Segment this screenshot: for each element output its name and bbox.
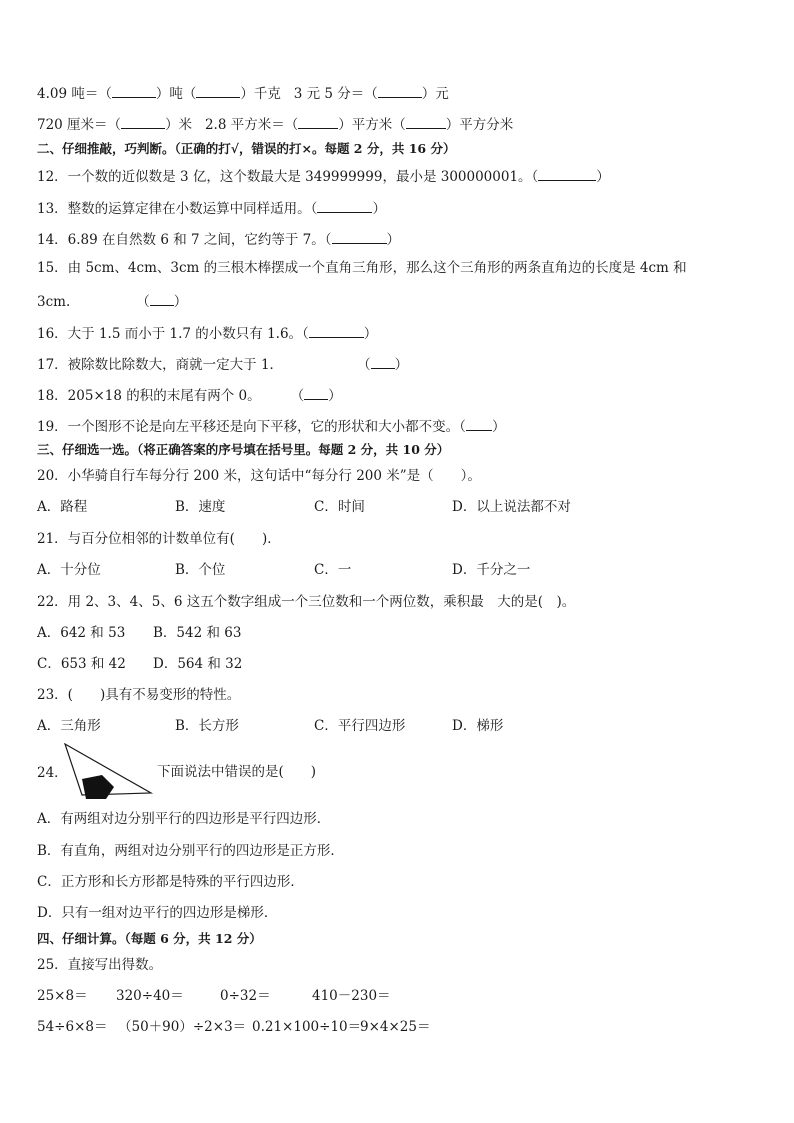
question-text: 14．6.89 在自然数 6 和 7 之间，它约等于 7。（ [37,232,332,248]
question-18 [37,387,342,404]
calc-item: 9×4×25＝ [360,1019,431,1035]
bracket: （ [357,357,371,373]
conv-text: ）千克 [240,86,281,102]
triangle-figure [62,743,154,807]
question-25: 25．直接写出得数。 [37,957,163,973]
answer-blank[interactable] [112,85,156,98]
calc-item: 54÷6×8＝ [37,1019,108,1035]
conv-text: ）平方米（ [338,117,406,133]
section-4-title: 四、仔细计算。（每题 6 分，共 12 分） [37,931,262,946]
answer-blank[interactable] [538,168,596,181]
bracket: ） [173,294,188,310]
option-d[interactable]: D．564 和 32 [153,656,243,672]
calc-item: （50＋90）÷2×3＝ [118,1019,247,1035]
question-text: 13．整数的运算定律在小数运算中同样适用。（ [37,201,318,217]
question-14 [37,231,400,248]
bracket: ） [328,388,342,404]
answer-blank[interactable] [332,231,387,244]
option-b[interactable]: B．542 和 63 [153,625,242,641]
question-text: 12．一个数的近似数是 3 亿，这个数最大是 349999999，最小是 300000001。（ [37,169,539,185]
question-text: 17．被除数比除数大，商就一定大于 1． [37,357,284,373]
section-3-title: 三、仔细选一选。（将正确答案的序号填在括号里。每题 2 分，共 10 分） [37,442,450,457]
question-22: 22．用 2、3、4、5、6 这五个数字组成一个三位数和一个两位数，乘积最 大的是( )。 [37,594,576,610]
option-a[interactable]: A．三角形 [37,718,101,734]
calc-item: 320÷40＝ [116,988,184,1004]
conversion-line-1 [37,85,449,102]
option-d[interactable]: D．以上说法都不对 [452,499,571,515]
conv-text: ）元 [421,86,449,102]
question-24-text: 下面说法中错误的是( ) [157,764,317,780]
calc-item: 0.21×100÷10＝ [252,1019,362,1035]
question-17 [37,356,408,373]
conv-text: 4.09 吨＝（ [37,86,112,102]
conversion-line-2 [37,116,513,133]
question-text: 19．一个图形不论是向左平移还是向下平移，它的形状和大小都不变。（ [37,419,466,435]
calc-item: 410－230＝ [312,988,391,1004]
question-19 [37,418,505,435]
conv-text: 720 厘米＝（ [37,117,122,133]
calc-item: 0÷32＝ [220,988,271,1004]
option-d[interactable]: D．只有一组对边平行的四边形是梯形． [37,905,278,921]
conv-text: 3 元 5 分＝（ [293,86,378,102]
bracket: ） [363,326,378,342]
question-text: 16．大于 1.5 而小于 1.7 的小数只有 1.6。（ [37,326,309,342]
triangle-with-black-shape-icon [62,743,154,803]
option-c[interactable]: C．正方形和长方形都是特殊的平行四边形． [37,874,304,890]
conv-text: 2.8 平方米＝（ [204,117,299,133]
question-16 [37,325,377,342]
bracket: ） [372,201,386,217]
option-a[interactable]: A．十分位 [37,562,101,578]
option-b[interactable]: B．有直角，两组对边分别平行的四边形是正方形． [37,843,344,859]
option-b[interactable]: B．速度 [175,499,226,515]
option-a[interactable]: A．642 和 53 [37,625,126,641]
bracket: ） [491,419,506,435]
question-text: 3cm. [37,294,71,310]
option-a[interactable]: A．路程 [37,499,88,515]
question-21: 21．与百分位相邻的计数单位有( )． [37,531,281,547]
question-20: 20．小华骑自行车每分行 200 米，这句话中“每分行 200 米”是（ ）。 [37,468,481,484]
bracket: ） [386,232,401,248]
answer-blank[interactable] [317,200,372,213]
answer-blank[interactable] [298,116,338,129]
option-c[interactable]: C．时间 [314,499,365,515]
question-12 [37,168,610,185]
conv-text: ）米 [165,117,193,133]
calc-item: 25×8＝ [37,988,88,1004]
question-23: 23．( )具有不易变形的特性。 [37,687,241,703]
answer-blank[interactable] [304,387,328,400]
option-c[interactable]: C．一 [314,562,352,578]
conv-text: ）吨（ [155,86,197,102]
question-text: 18．205×18 的积的末尾有两个 0。 [37,388,261,404]
question-15-line-1: 15．由 5cm、4cm、3cm 的三根木棒摆成一个直角三角形，那么这个三角形的两条直角边的长度是 4cm 和 [37,260,687,276]
answer-blank[interactable] [371,356,395,369]
option-c[interactable]: C．653 和 42 [37,656,126,672]
question-15-line-2 [37,293,187,310]
answer-blank[interactable] [150,293,174,306]
answer-blank[interactable] [466,418,492,431]
section-2-title: 二、仔细推敲，巧判断。（正确的打√，错误的打×。每题 2 分，共 16 分） [37,141,456,156]
answer-blank[interactable] [121,116,165,129]
option-b[interactable]: B．个位 [175,562,226,578]
answer-blank[interactable] [378,85,422,98]
bracket: ） [394,357,409,373]
conv-text: ）平方分米 [445,117,514,133]
option-d[interactable]: D．千分之一 [452,562,531,578]
answer-blank[interactable] [196,85,240,98]
option-a[interactable]: A．有两组对边分别平行的四边形是平行四边形． [37,811,331,827]
question-13 [37,200,386,217]
option-d[interactable]: D．梯形 [452,718,504,734]
bracket: （ [290,388,305,404]
option-b[interactable]: B．长方形 [175,718,239,734]
answer-blank[interactable] [309,325,364,338]
answer-blank[interactable] [406,116,446,129]
question-24-number: 24． [37,765,68,781]
option-c[interactable]: C．平行四边形 [314,718,406,734]
bracket: （ [136,294,150,310]
bracket: ） [596,169,610,185]
